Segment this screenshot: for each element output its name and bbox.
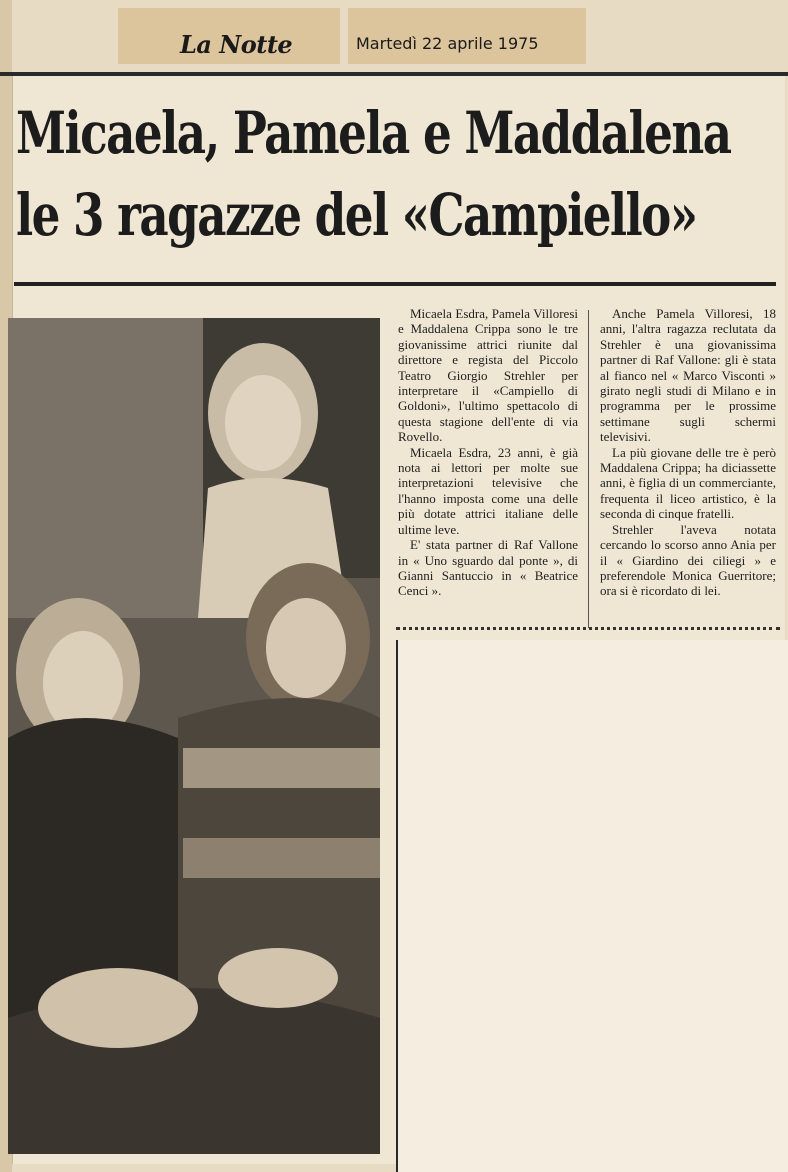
column1-paragraph-2: Micaela Esdra, 23 anni, è già nota ai lettori per molte sue interpretazioni televisive che l'hanno imposta come una delle più dotate attrici italiane delle ultime leve.: [398, 444, 578, 537]
newspaper-masthead: La Notte: [180, 30, 293, 59]
column2-paragraph-2: La più giovane delle tre è però Maddalena Crippa; ha diciassette anni, è figlia di un commerciante, frequenta il liceo artistico, è la seconda di cinque fratelli.: [600, 444, 776, 522]
article-photo: [8, 318, 380, 1154]
headline-rule: [14, 282, 776, 286]
headline-line-1: Micaela, Pamela e Maddalena: [16, 99, 731, 167]
column1-paragraph-1: Micaela Esdra, Pamela Villoresi e Maddalena Crippa sono le tre giovanissime attrici riunite dal direttore e regista del Piccolo Teatro Giorgio Strehler per interpretare il «Campiello di Goldoni», l'ultimo spettacolo di questa stagione dell'ente di via Rovello.: [398, 306, 578, 445]
article-column-1: [398, 306, 578, 599]
photo-illustration: [8, 318, 380, 1154]
column2-paragraph-3: Strehler l'aveva notata cercando lo scorso anno Ania per il « Giardino dei ciliegi » e preferendole Monica Guerritore; ora si è ricordato di lei.: [600, 521, 776, 599]
blank-paper-area: [396, 640, 788, 1172]
publication-date: Martedì 22 aprile 1975: [356, 34, 539, 53]
dotted-rule: [396, 627, 780, 633]
column-divider: [588, 310, 589, 628]
article-column-2: [600, 306, 776, 599]
top-rule: [0, 72, 788, 76]
column1-paragraph-3: E' stata partner di Raf Vallone in « Uno sguardo dal ponte », di Gianni Santuccio in « Beatrice Cenci ».: [398, 537, 578, 599]
column2-paragraph-1: Anche Pamela Villoresi, 18 anni, l'altra ragazza reclutata da Strehler è una giovanissima partner di Raf Vallone: gli è stata al fianco nel « Marco Visconti » girato negli studi di Milano e in programma per le prossime settimane sugli schermi televisivi.: [600, 306, 776, 445]
headline-line-2: le 3 ragazze del «Campiello»: [16, 181, 697, 249]
headline: [16, 92, 731, 256]
